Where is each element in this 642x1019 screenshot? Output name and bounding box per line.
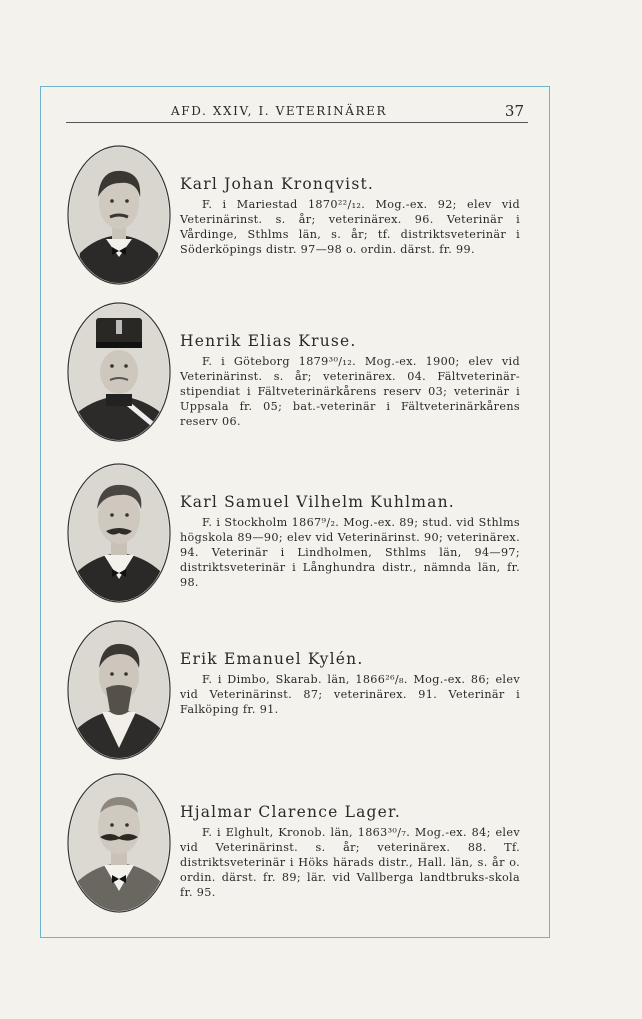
person-name: Hjalmar Clarence Lager. <box>180 803 402 821</box>
biography-text: F. i Stockholm 1867⁹/₂. Mog.-ex. 89; stud. vid Sthlms högskola 89—90; elev vid Veterinärinst. 90; veterinärex. 94. Veterinär i Lindholmen, Sthlms län, 94—97; distriktsveterinär i Långhundra distr., nämnda län, fr. 98. <box>180 516 520 589</box>
biography-entry <box>66 302 536 448</box>
biography-entry <box>66 145 536 291</box>
biography-text: F. i Dimbo, Skarab. län, 1866²⁶/₈. Mog.-ex. 86; elev vid Veterinärinst. 87; veterinärex. 91. Veterinär i Falköping fr. 91. <box>180 673 520 716</box>
biography-entry <box>66 620 536 766</box>
header-title: AFD. XXIV, I. VETERINÄRER <box>171 104 388 118</box>
biography-text: F. i Göteborg 1879³⁰/₁₂. Mog.-ex. 1900; elev vid Veterinärinst. s. år; veterinärex. 04. Fältveterinär-stipendiat i Fältveterinärkårens reserv 03; veterinär i Uppsala fr. 05; bat.-veterinär i Fältveterinärkårens reserv 06. <box>180 355 520 428</box>
biography-text: F. i Elghult, Kronob. län, 1863³⁰/₇. Mog.-ex. 84; elev vid Veterinärinst. s. år; veterinärex. 88. Tf. distriktsveterinär i Höks härads distr., Hall. län, s. år o. ordin. därst. fr. 89; lär. vid Vallberga landtbruks-skola fr. 95. <box>180 826 520 899</box>
biography-entry <box>66 773 536 919</box>
person-name: Karl Johan Kronqvist. <box>180 175 375 193</box>
portrait-photo <box>66 145 172 285</box>
biography-entry <box>66 463 536 609</box>
portrait-photo <box>66 302 172 442</box>
person-name: Henrik Elias Kruse. <box>180 332 357 350</box>
biography-text: F. i Mariestad 1870²²/₁₂. Mog.-ex. 92; elev vid Veterinärinst. s. år; veterinärex. 96. Veterinär i Vårdinge, Sthlms län, s. år; tf. distriktsveterinär i Söderköpings distr. 97—98 o. ordin. därst. fr. 99. <box>180 198 520 256</box>
portrait-photo <box>66 773 172 913</box>
running-header <box>66 100 528 123</box>
person-name: Karl Samuel Vilhelm Kuhlman. <box>180 493 455 511</box>
portrait-photo <box>66 620 172 760</box>
person-name: Erik Emanuel Kylén. <box>180 650 364 668</box>
page-number: 37 <box>504 102 524 120</box>
portrait-photo <box>66 463 172 603</box>
